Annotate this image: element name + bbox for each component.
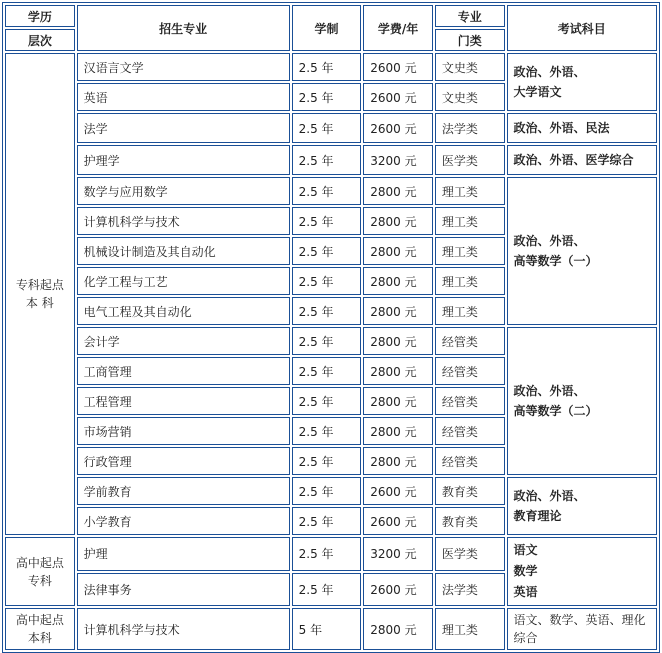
category-cell: 理工类: [435, 177, 505, 205]
subjects-line: 数学: [513, 564, 538, 578]
category-cell: 医学类: [435, 145, 505, 175]
duration-cell: 2.5 年: [292, 297, 362, 325]
major-cell: 英语: [77, 83, 290, 111]
duration-cell: 2.5 年: [292, 207, 362, 235]
level-line: 高中起点: [15, 555, 64, 570]
level-line: 高中起点: [15, 613, 64, 627]
level-line: 本 科: [25, 296, 54, 310]
subjects-cell: [507, 327, 657, 475]
duration-cell: 2.5 年: [292, 113, 362, 143]
subjects-line: 语文、数学、英语、理化: [513, 613, 646, 627]
category-cell: 文史类: [435, 53, 505, 81]
fee-cell: 2800 元: [363, 327, 433, 355]
major-cell: 小学教育: [77, 507, 290, 535]
subjects-line: 语文: [513, 543, 538, 557]
duration-cell: 2.5 年: [292, 537, 362, 571]
fee-cell: 3200 元: [363, 145, 433, 175]
major-cell: 护理学: [77, 145, 290, 175]
duration-cell: 2.5 年: [292, 83, 362, 111]
major-cell: 机械设计制造及其自动化: [77, 237, 290, 265]
category-cell: 经管类: [435, 447, 505, 475]
category-cell: 教育类: [435, 507, 505, 535]
subjects-line: 政治、外语、: [513, 384, 586, 398]
header-duration: 学制: [292, 5, 362, 51]
subjects-cell: [507, 177, 657, 325]
subjects-cell: 政治、外语、民法: [507, 113, 657, 143]
fee-cell: 2800 元: [363, 447, 433, 475]
category-cell: 文史类: [435, 83, 505, 111]
category-cell: 法学类: [435, 113, 505, 143]
table-row: [5, 53, 657, 81]
duration-cell: 2.5 年: [292, 327, 362, 355]
level-line: 专科起点: [15, 278, 64, 292]
subjects-line: 综合: [513, 631, 538, 645]
category-cell: 理工类: [435, 297, 505, 325]
fee-cell: 2600 元: [363, 477, 433, 505]
duration-cell: 2.5 年: [292, 477, 362, 505]
category-cell: 经管类: [435, 327, 505, 355]
major-cell: 数学与应用数学: [77, 177, 290, 205]
duration-cell: 2.5 年: [292, 507, 362, 535]
table-row: [5, 537, 657, 571]
major-cell: 市场营销: [77, 417, 290, 445]
table-row: [5, 113, 657, 143]
major-cell: 法律事务: [77, 573, 290, 607]
subjects-cell: [507, 53, 657, 111]
header-category-bottom: 门类: [435, 29, 505, 51]
level-line: 专科: [27, 573, 52, 588]
fee-cell: 2800 元: [363, 357, 433, 385]
major-cell: 行政管理: [77, 447, 290, 475]
category-cell: 经管类: [435, 417, 505, 445]
category-cell: 经管类: [435, 387, 505, 415]
major-cell: 工程管理: [77, 387, 290, 415]
major-cell: 计算机科学与技术: [77, 608, 290, 650]
category-cell: 法学类: [435, 573, 505, 607]
level-line: 本科: [27, 631, 52, 645]
fee-cell: 2800 元: [363, 207, 433, 235]
subjects-line: 教育理论: [513, 509, 562, 523]
subjects-line: 大学语文: [513, 85, 562, 99]
duration-cell: 2.5 年: [292, 417, 362, 445]
category-cell: 教育类: [435, 477, 505, 505]
fee-cell: 2800 元: [363, 417, 433, 445]
fee-cell: 2600 元: [363, 53, 433, 81]
level-cell-upgrade: [5, 53, 75, 535]
duration-cell: 2.5 年: [292, 447, 362, 475]
duration-cell: 5 年: [292, 608, 362, 650]
major-cell: 化学工程与工艺: [77, 267, 290, 295]
major-cell: 学前教育: [77, 477, 290, 505]
duration-cell: 2.5 年: [292, 267, 362, 295]
category-cell: 理工类: [435, 207, 505, 235]
subjects-line: 政治、外语、: [513, 234, 586, 248]
major-cell: 汉语言文学: [77, 53, 290, 81]
category-cell: 理工类: [435, 237, 505, 265]
header-category-top: 专业: [435, 5, 505, 27]
header-row: [5, 5, 657, 27]
table-row: [5, 177, 657, 205]
major-cell: 工商管理: [77, 357, 290, 385]
subjects-cell: 政治、外语、医学综合: [507, 145, 657, 175]
subjects-line: 高等数学（二）: [513, 404, 598, 418]
category-cell: 理工类: [435, 267, 505, 295]
header-fee: 学费/年: [363, 5, 433, 51]
header-subjects: 考试科目: [507, 5, 657, 51]
duration-cell: 2.5 年: [292, 177, 362, 205]
fee-cell: 3200 元: [363, 537, 433, 571]
fee-cell: 2800 元: [363, 267, 433, 295]
duration-cell: 2.5 年: [292, 145, 362, 175]
fee-cell: 2800 元: [363, 608, 433, 650]
major-cell: 计算机科学与技术: [77, 207, 290, 235]
duration-cell: 2.5 年: [292, 53, 362, 81]
table-row: [5, 608, 657, 650]
level-cell-hs-bachelor: [5, 608, 75, 650]
duration-cell: 2.5 年: [292, 573, 362, 607]
table-row: [5, 477, 657, 505]
duration-cell: 2.5 年: [292, 387, 362, 415]
header-level-top: 学历: [5, 5, 75, 27]
subjects-cell: [507, 537, 657, 606]
header-major: 招生专业: [77, 5, 290, 51]
category-cell: 经管类: [435, 357, 505, 385]
level-cell-hs-diploma: [5, 537, 75, 606]
major-cell: 电气工程及其自动化: [77, 297, 290, 325]
fee-cell: 2600 元: [363, 113, 433, 143]
major-cell: 护理: [77, 537, 290, 571]
fee-cell: 2800 元: [363, 177, 433, 205]
fee-cell: 2800 元: [363, 237, 433, 265]
subjects-line: 政治、外语、: [513, 489, 586, 503]
subjects-cell: [507, 477, 657, 535]
duration-cell: 2.5 年: [292, 357, 362, 385]
duration-cell: 2.5 年: [292, 237, 362, 265]
category-cell: 医学类: [435, 537, 505, 571]
subjects-line: 高等数学（一）: [513, 254, 598, 268]
major-cell: 会计学: [77, 327, 290, 355]
major-cell: 法学: [77, 113, 290, 143]
fee-cell: 2600 元: [363, 573, 433, 607]
subjects-cell: [507, 608, 657, 650]
fee-cell: 2600 元: [363, 83, 433, 111]
table-row: [5, 145, 657, 175]
table-row: [5, 327, 657, 355]
category-cell: 理工类: [435, 608, 505, 650]
fee-cell: 2800 元: [363, 297, 433, 325]
header-level-bottom: 层次: [5, 29, 75, 51]
fee-cell: 2600 元: [363, 507, 433, 535]
admissions-table: [2, 2, 660, 653]
fee-cell: 2800 元: [363, 387, 433, 415]
subjects-line: 政治、外语、: [513, 65, 586, 79]
subjects-line: 英语: [513, 585, 538, 599]
